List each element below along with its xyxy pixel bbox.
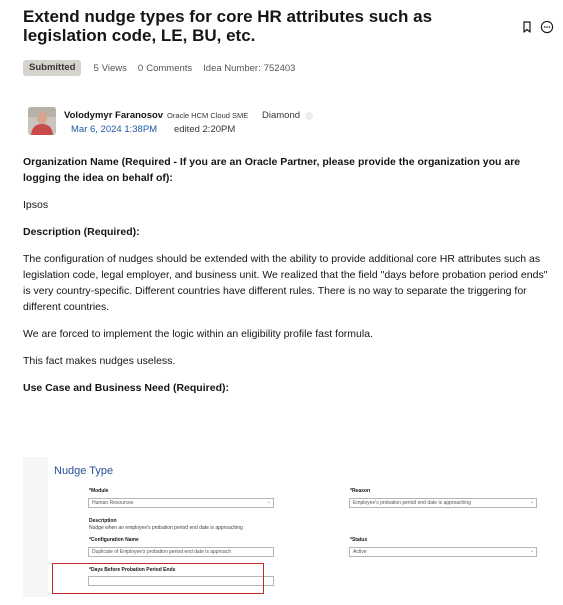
views-count: 5 Views (93, 62, 127, 74)
reason-label: *Reason (350, 488, 371, 494)
days-before-label: *Days Before Probation Period Ends (89, 567, 176, 573)
description-value: Nudge when an employee's probation period end date is approaching (89, 525, 243, 531)
module-label: *Module (89, 488, 109, 494)
org-value: Ipsos (23, 199, 49, 211)
configuration-name-input[interactable]: Duplicate of Employee's probation period end date is approach (88, 547, 274, 557)
highlight-box (52, 563, 264, 594)
author-role: Oracle HCM Cloud SME (167, 111, 249, 120)
description-heading: Description (Required): (23, 226, 140, 238)
status-label: *Status (350, 537, 368, 543)
edited-label: edited 2:20PM (174, 124, 236, 135)
nudge-type-title: Nudge Type (54, 465, 114, 477)
chevron-down-icon: ⌄ (266, 499, 271, 505)
author-level: Diamond (262, 110, 301, 121)
description-paragraph-2: We are forced to implement the logic within an eligibility profile fast formula. (23, 328, 373, 340)
description-label: Description (89, 518, 117, 524)
author-name[interactable]: Volodymyr Faranosov (64, 110, 164, 121)
comments-count[interactable]: 0 Comments (137, 62, 193, 74)
more-options-icon[interactable] (540, 20, 554, 34)
level-badge-icon (305, 112, 313, 120)
chevron-down-icon: ⌄ (529, 548, 534, 554)
description-paragraph-3: This fact makes nudges useless. (23, 355, 176, 367)
idea-meta (23, 60, 306, 76)
org-heading: Organization Name (Required - If you are an Oracle Partner, please provide the organization you are logging the idea on behalf of): (23, 156, 521, 184)
reason-select[interactable]: Employee's probation period end date is approaching ⌄ (349, 498, 537, 508)
use-case-heading: Use Case and Business Need (Required): (23, 382, 229, 394)
avatar[interactable] (28, 107, 56, 135)
configuration-name-label: *Configuration Name (89, 537, 139, 543)
chevron-down-icon: ⌄ (529, 499, 534, 505)
author-block (28, 107, 548, 139)
embedded-screenshot (23, 457, 555, 597)
bookmark-icon[interactable] (520, 20, 534, 34)
module-select[interactable]: Human Resources ⌄ (88, 498, 274, 508)
status-badge: Submitted (23, 60, 81, 76)
description-paragraph: The configuration of nudges should be extended with the ability to provide additional core HR attributes such as legislation code, legal employer, and business unit. We realized that the field "days before probation period ends" is very country-specific. Different countries have different rules. There is no way to separate the triggering for different countries. (23, 253, 548, 313)
idea-title: Extend nudge types for core HR attributes such as legislation code, LE, BU, etc. (23, 7, 433, 45)
idea-number: Idea Number: 752403 (203, 62, 296, 74)
status-select[interactable]: Active ⌄ (349, 547, 537, 557)
idea-body (23, 154, 553, 396)
post-date-link[interactable]: Mar 6, 2024 1:38PM (71, 124, 158, 135)
